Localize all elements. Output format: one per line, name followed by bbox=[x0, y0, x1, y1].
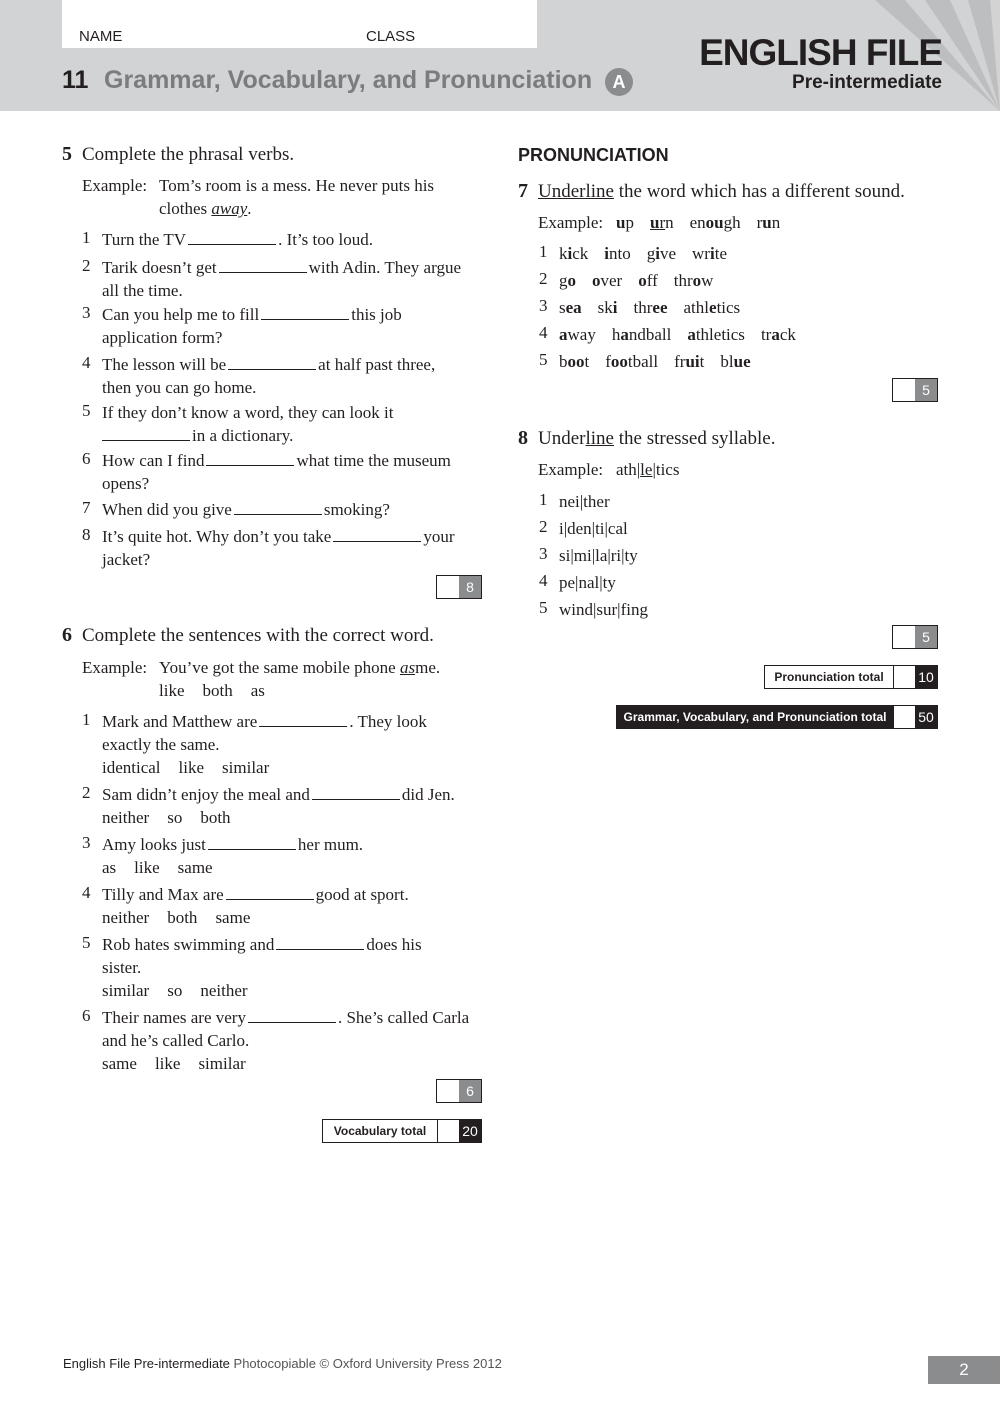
exercise-title: Complete the phrasal verbs. bbox=[82, 144, 295, 165]
example-label: Example: bbox=[82, 658, 148, 677]
item-number: 3 bbox=[82, 833, 91, 852]
answer-blank[interactable] bbox=[276, 935, 364, 950]
exercise-number: 5 bbox=[62, 143, 72, 165]
example-label: Example: bbox=[538, 460, 604, 479]
syllable-word[interactable]: i|den|ti|cal bbox=[559, 519, 628, 538]
answer-blank[interactable] bbox=[219, 258, 307, 273]
example-answer: as bbox=[399, 658, 416, 677]
answer-blank[interactable] bbox=[312, 785, 400, 800]
option-word[interactable]: like bbox=[178, 758, 205, 777]
item-number: 5 bbox=[82, 401, 91, 420]
footer-copyright: English File Pre-intermediate Photocopiable © Oxford University Press 2012 bbox=[63, 1356, 502, 1371]
example-options: like both as bbox=[159, 681, 265, 700]
page-title: Grammar, Vocabulary, and Pronunciation bbox=[104, 66, 593, 94]
exercise-7: 7 Underline the word which has a different sound. bbox=[518, 180, 905, 202]
syllable-word[interactable]: wind|sur|fing bbox=[559, 600, 648, 619]
option-word[interactable]: so bbox=[167, 981, 183, 1000]
item-number: 6 bbox=[82, 1006, 91, 1025]
question-item: Tarik doesn’t get with Adin. They argue all the time. bbox=[102, 258, 461, 300]
answer-blank[interactable] bbox=[206, 451, 294, 466]
answer-blank[interactable] bbox=[188, 230, 276, 245]
option-word[interactable]: both bbox=[200, 808, 231, 827]
question-item: The lesson will be at half past three, then you can go home. bbox=[102, 355, 436, 397]
score-box[interactable]: 6 bbox=[436, 1079, 482, 1103]
question-item: How can I find what time the museum opens? bbox=[102, 451, 451, 493]
answer-blank[interactable] bbox=[259, 712, 347, 727]
answer-blank[interactable] bbox=[208, 835, 296, 850]
example-label: Example: bbox=[82, 176, 148, 195]
example-line-1: Tom’s room is a mess. He never puts his bbox=[159, 176, 435, 195]
test-version-badge: A bbox=[605, 68, 633, 96]
example-answer: away bbox=[211, 199, 248, 218]
word-row[interactable]: boot football fruit blue bbox=[559, 352, 751, 371]
exercise-number: 6 bbox=[62, 624, 72, 646]
vocabulary-total-box: Vocabulary total 20 bbox=[322, 1119, 482, 1143]
word-options bbox=[102, 906, 482, 929]
syllable-word[interactable]: si|mi|la|ri|ty bbox=[559, 546, 638, 565]
question-item: If they don’t know a word, they can look it in a dictionary. bbox=[102, 403, 394, 445]
exercise-number: 8 bbox=[518, 427, 528, 449]
brand-logo: ENGLISH FILE bbox=[699, 32, 942, 73]
answer-blank[interactable] bbox=[102, 426, 190, 441]
name-class-box bbox=[62, 0, 537, 48]
option-word[interactable]: neither bbox=[102, 908, 150, 927]
word-row[interactable]: kick into give write bbox=[559, 244, 727, 263]
example-line-2: clothes away. bbox=[159, 199, 252, 218]
item-number: 8 bbox=[82, 525, 91, 544]
question-item: Amy looks just her mum. as like same bbox=[102, 833, 482, 879]
option-word[interactable]: identical bbox=[102, 758, 161, 777]
word-options bbox=[102, 979, 482, 1002]
question-item: Rob hates swimming and does his sister. similar so neither bbox=[102, 933, 482, 1002]
item-number: 4 bbox=[82, 883, 91, 902]
item-number: 2 bbox=[82, 783, 91, 802]
example-label: Example: bbox=[538, 213, 604, 232]
answer-blank[interactable] bbox=[234, 500, 322, 515]
question-item: It’s quite hot. Why don’t you take your jacket? bbox=[102, 527, 455, 569]
word-options bbox=[102, 806, 482, 829]
option-word[interactable]: as bbox=[102, 858, 117, 877]
item-number: 3 bbox=[82, 303, 91, 322]
option-word[interactable]: similar bbox=[222, 758, 270, 777]
exercise-5 bbox=[62, 143, 294, 166]
option-word[interactable]: like bbox=[134, 858, 160, 877]
item-number: 2 bbox=[82, 256, 91, 275]
option-word[interactable]: same bbox=[215, 908, 251, 927]
answer-blank[interactable] bbox=[261, 305, 349, 320]
word-row[interactable]: away handball athletics track bbox=[559, 325, 796, 344]
word-options bbox=[102, 1052, 482, 1075]
word-options bbox=[102, 856, 482, 879]
page-number: 2 bbox=[928, 1356, 1000, 1384]
exercise-number: 7 bbox=[518, 180, 528, 202]
item-number: 1 bbox=[82, 710, 91, 729]
page-header bbox=[0, 0, 1000, 111]
item-number: 6 bbox=[82, 449, 91, 468]
option-word[interactable]: same bbox=[177, 858, 213, 877]
option-word[interactable]: neither bbox=[102, 808, 150, 827]
class-label: CLASS bbox=[366, 28, 416, 45]
pronunciation-total-box: Pronunciation total 10 bbox=[764, 665, 938, 689]
question-item: Sam didn’t enjoy the meal and did Jen. neither so both bbox=[102, 783, 482, 829]
name-label: NAME bbox=[79, 28, 123, 45]
option-word[interactable]: same bbox=[102, 1054, 137, 1073]
score-box[interactable]: 5 bbox=[892, 378, 938, 402]
example-sentence: You’ve got the same mobile phone asme. bbox=[159, 658, 441, 677]
option-word[interactable]: neither bbox=[200, 981, 248, 1000]
score-box[interactable]: 5 bbox=[892, 625, 938, 649]
answer-blank[interactable] bbox=[333, 527, 421, 542]
syllable-word[interactable]: pe|nal|ty bbox=[559, 573, 616, 592]
item-number: 7 bbox=[82, 498, 91, 517]
score-box[interactable]: 8 bbox=[436, 575, 482, 599]
exercise-8: 8 Underline the stressed syllable. bbox=[518, 427, 776, 449]
answer-blank[interactable] bbox=[226, 885, 314, 900]
question-item: Turn the TV . It’s too loud. bbox=[102, 230, 373, 249]
question-item: Their names are very . She’s called Carla and he’s called Carlo. same like similar bbox=[102, 1006, 482, 1075]
answer-blank[interactable] bbox=[248, 1008, 336, 1023]
item-number: 1 bbox=[82, 228, 91, 247]
question-item: Tilly and Max are good at sport. neither both same bbox=[102, 883, 482, 929]
answer-blank[interactable] bbox=[228, 355, 316, 370]
item-number: 5 bbox=[82, 933, 91, 952]
section-heading-pronunciation: PRONUNCIATION bbox=[518, 145, 669, 165]
item-number: 4 bbox=[82, 353, 91, 372]
exercise-title: Complete the sentences with the correct word. bbox=[82, 625, 434, 646]
question-item: Can you help me to fill this job application form? bbox=[102, 305, 402, 347]
syllable-word[interactable]: nei|ther bbox=[559, 492, 610, 511]
level-label: Pre-intermediate bbox=[792, 72, 942, 93]
grand-total-box: Grammar, Vocabulary, and Pronunciation total 50 bbox=[616, 705, 938, 729]
word-row[interactable]: sea ski three athletics bbox=[559, 298, 741, 317]
example-words: up urn enough run bbox=[616, 213, 781, 232]
option-word[interactable]: so bbox=[167, 808, 183, 827]
exercise-6 bbox=[62, 624, 434, 647]
question-item: When did you give smoking? bbox=[102, 500, 390, 519]
option-word[interactable]: similar bbox=[102, 981, 150, 1000]
unit-number: 11 bbox=[62, 66, 89, 94]
word-row[interactable]: go over off throw bbox=[559, 271, 714, 290]
option-word[interactable]: like bbox=[154, 1054, 181, 1073]
word-options bbox=[102, 756, 482, 779]
option-word[interactable]: similar bbox=[198, 1054, 246, 1073]
question-item: Mark and Matthew are . They look exactly the same. identical like similar bbox=[102, 710, 482, 779]
example-word: ath|le|tics bbox=[616, 460, 680, 479]
option-word[interactable]: both bbox=[167, 908, 198, 927]
